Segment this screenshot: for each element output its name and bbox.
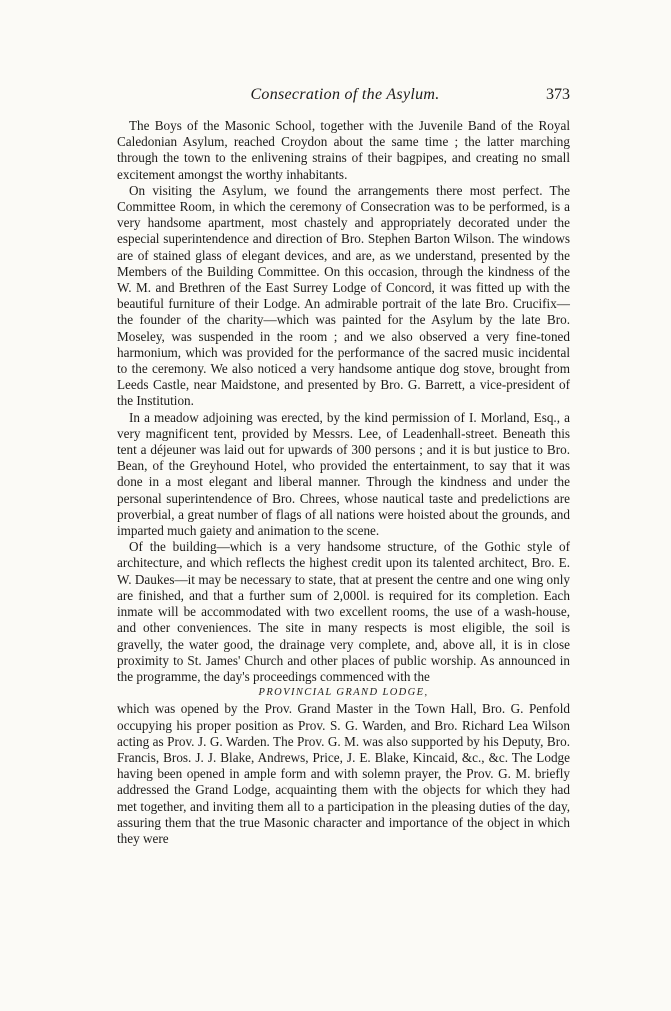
paragraph-grand-lodge: which was opened by the Prov. Grand Master in the Town Hall, Bro. G. Penfold occupying his proper position as Prov. S. G. Warden, and Bro. Richard Lea Wilson acting as Prov. J. G. Warden. The Prov. G. M. was also supported by his Deputy, Bro. Francis, Bros. J. J. Blake, Andrews, Price, J. E. Blake, Kincaid, &c., &c. The Lodge having been opened in ample form and with solemn prayer, the Prov. G. M. briefly addressed the Grand Lodge, acquainting them with the objects for which they had met together, and inviting them all to a participation in the pleasing duties of the day, assuring them that the true Masonic character and importance of the object in which they were: [117, 701, 570, 846]
running-title: Consecration of the Asylum.: [250, 86, 440, 103]
paragraph-tent: In a meadow adjoining was erected, by the kind permission of I. Morland, Esq., a very magnificent tent, provided by Messrs. Lee, of Leadenhall-street. Beneath this tent a déjeuner was laid out for upwards of 300 persons ; and it is but justice to Bro. Bean, of the Greyhound Hotel, who provided the entertainment, to say that it was done in a most elegant and liberal manner. Through the kindness and under the personal superintendence of Bro. Chrees, whose nautical taste and predelictions are proverbial, a great number of flags of all nations were hoisted about the grounds, and imparted much gaiety and animation to the scene.: [117, 409, 570, 539]
page-header: [120, 86, 570, 110]
paragraph-building: Of the building—which is a very handsome structure, of the Gothic style of architecture, and which reflects the highest credit upon its talented architect, Bro. E. W. Daukes—it may be necessary to state, that at present the centre and one wing only are finished, and that a further sum of 2,000l. is required for its completion. Each inmate will be accommodated with two excellent rooms, the use of a wash-house, and other conveniences. The site in many respects is most eligible, the soil is gravelly, the water good, the drainage very complete, and, above all, it is in close proximity to St. James' Church and other places of public worship. As announced in the programme, the day's proceedings commenced with the: [117, 539, 570, 684]
paragraph-arrival: The Boys of the Masonic School, together with the Juvenile Band of the Royal Caledonian Asylum, reached Croydon about the same time ; the latter marching through the town to the enlivening strains of their bagpipes, and creating no small excitement amongst the worthy inhabitants.: [117, 118, 570, 182]
section-heading: PROVINCIAL GRAND LODGE,: [258, 687, 429, 699]
body-text: [117, 118, 570, 847]
paragraph-asylum-arrangements: On visiting the Asylum, we found the arrangements there most perfect. The Committee Room, in which the ceremony of Consecration was to be performed, is a very handsome apartment, most chastely and appropriately decorated under the especial superintendence and direction of Bro. Stephen Barton Wilson. The windows are of stained glass of elegant devices, and are, as we understand, presented by the Members of the Building Committee. On this occasion, through the kindness of the W. M. and Brethren of the East Surrey Lodge of Concord, it was fitted up with the beautiful furniture of their Lodge. An admirable portrait of the late Bro. Crucifix—the founder of the charity—which was painted for the Asylum by the late Bro. Moseley, was suspended in the room ; and we also observed a very fine-toned harmonium, which was provided for the performance of the sacred music incidental to the ceremony. We also noticed a very handsome antique dog stove, brought from Leeds Castle, near Maidstone, and presented by Bro. G. Barrett, a vice-president of the Institution.: [117, 182, 570, 409]
page-number: 373: [546, 86, 570, 103]
